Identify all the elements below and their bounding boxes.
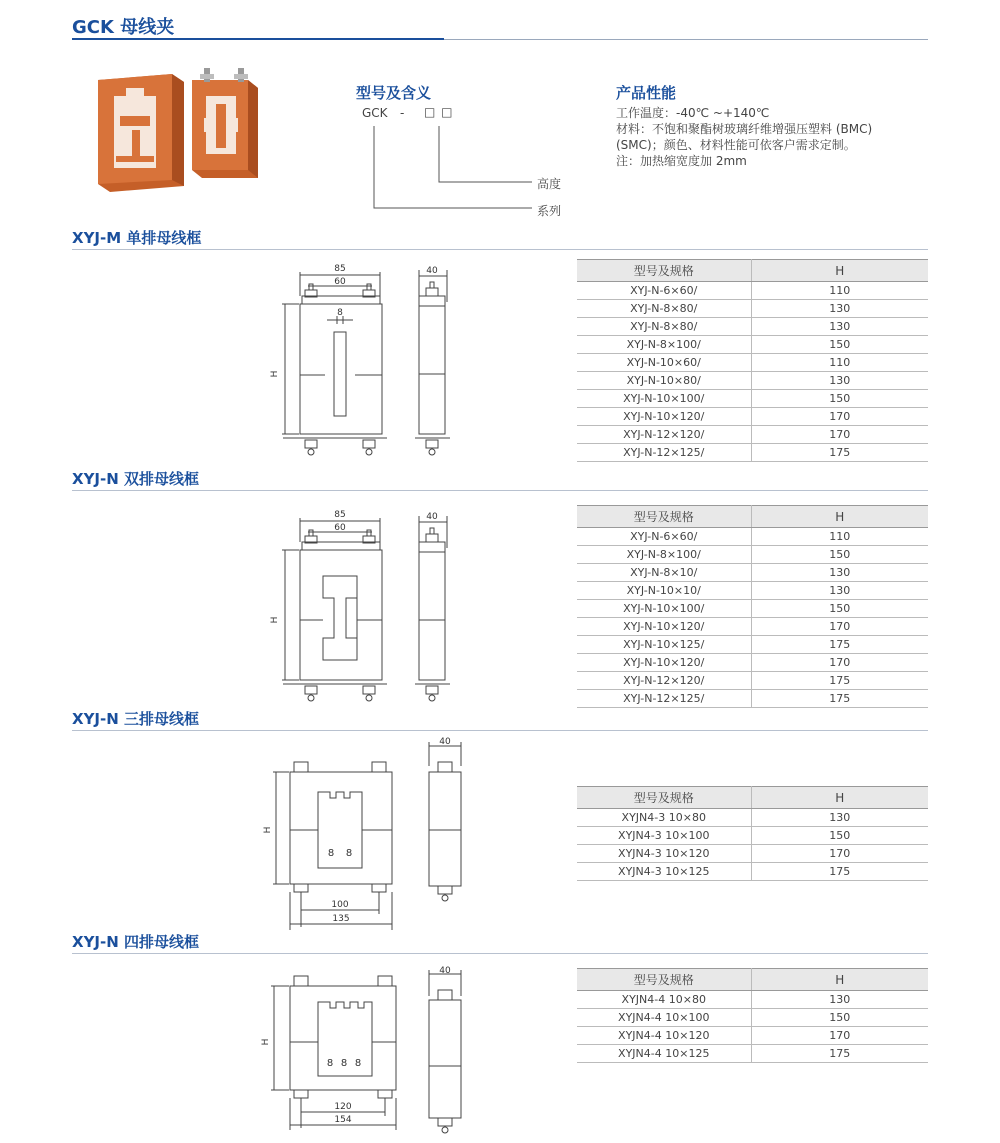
height-cell: 110 (751, 354, 928, 372)
height-cell: 110 (751, 528, 928, 546)
performance-line: 工作温度：-40℃ ~+140℃ (616, 106, 770, 120)
dim-depth: 40 (439, 966, 451, 976)
table-row (577, 845, 928, 863)
product-frame-large (98, 74, 184, 192)
spec-table-double-row (577, 505, 928, 708)
dim-depth: 40 (439, 737, 451, 747)
table-row (577, 372, 928, 390)
section-divider (72, 249, 928, 250)
table-row (577, 444, 928, 462)
drawing-triple-row-front (262, 752, 412, 932)
product-frame-small (192, 68, 258, 178)
table-row (577, 654, 928, 672)
dim-height: H (270, 616, 280, 624)
model-cell: XYJ-N-12×120/ (577, 672, 751, 690)
model-cell: XYJ-N-8×100/ (577, 336, 751, 354)
table-row (577, 672, 928, 690)
table-row (577, 1045, 928, 1063)
height-cell: 150 (751, 827, 928, 845)
table-row (577, 336, 928, 354)
dim-height: H (270, 370, 280, 378)
slot-mark: 8 (345, 848, 353, 859)
table-row (577, 809, 928, 827)
section-title-quad-row: XYJ-N 四排母线框 (72, 933, 200, 951)
model-cell: XYJ-N-10×80/ (577, 372, 751, 390)
model-cell: XYJN4-4 10×125 (577, 1045, 751, 1063)
col-header-model: 型号及规格 (577, 260, 751, 282)
model-cell: XYJ-N-8×10/ (577, 564, 751, 582)
legend-title: 型号及含义 (356, 84, 432, 102)
table-row (577, 318, 928, 336)
height-cell: 175 (751, 444, 928, 462)
table-row (577, 863, 928, 881)
model-cell: XYJN4-4 10×100 (577, 1009, 751, 1027)
slot-mark: 8 (340, 1058, 348, 1069)
model-cell: XYJN4-3 10×80 (577, 809, 751, 827)
performance-specs (616, 105, 872, 169)
dim-outer-width: 135 (332, 914, 350, 924)
table-row (577, 408, 928, 426)
height-cell: 130 (751, 318, 928, 336)
model-cell: XYJN4-3 10×100 (577, 827, 751, 845)
drawing-quad-row-side (425, 966, 470, 1138)
legend-code-prefix: GCK (362, 106, 388, 120)
dim-inner-width: 100 (331, 900, 349, 910)
height-cell: 170 (751, 426, 928, 444)
model-cell: XYJ-N-8×80/ (577, 300, 751, 318)
table-row (577, 618, 928, 636)
height-cell: 150 (751, 336, 928, 354)
section-title-single-row: XYJ-M 单排母线框 (72, 229, 202, 247)
model-cell: XYJ-N-6×60/ (577, 528, 751, 546)
col-header-height: H (751, 787, 928, 809)
col-header-model: 型号及规格 (577, 969, 751, 991)
table-row (577, 582, 928, 600)
col-header-height: H (751, 969, 928, 991)
height-cell: 130 (751, 991, 928, 1009)
table-row (577, 827, 928, 845)
slot-mark: 8 (354, 1058, 362, 1069)
table-row (577, 1009, 928, 1027)
section-divider (72, 490, 928, 491)
spec-table-triple-row (577, 786, 928, 881)
model-cell: XYJN4-4 10×120 (577, 1027, 751, 1045)
height-cell: 130 (751, 372, 928, 390)
table-row (577, 546, 928, 564)
legend-leader-lines (360, 120, 540, 220)
dim-inner-width: 60 (334, 277, 346, 287)
dim-slot-width: 8 (337, 308, 343, 318)
col-header-model: 型号及规格 (577, 787, 751, 809)
dim-depth: 40 (426, 266, 438, 276)
col-header-height: H (751, 260, 928, 282)
table-row (577, 354, 928, 372)
height-cell: 170 (751, 1027, 928, 1045)
height-cell: 150 (751, 390, 928, 408)
model-cell: XYJ-N-10×120/ (577, 654, 751, 672)
title-divider-accent (72, 38, 444, 40)
table-row (577, 300, 928, 318)
model-cell: XYJ-N-10×120/ (577, 408, 751, 426)
col-header-model: 型号及规格 (577, 506, 751, 528)
section-title-triple-row: XYJ-N 三排母线框 (72, 710, 200, 728)
spec-table-single-row (577, 259, 928, 462)
product-photo (80, 60, 280, 195)
dim-height: H (261, 1038, 271, 1046)
drawing-triple-row-side (425, 736, 470, 916)
section-divider (72, 730, 928, 731)
height-cell: 175 (751, 863, 928, 881)
height-cell: 150 (751, 600, 928, 618)
legend-height-label: 高度 (537, 177, 562, 191)
drawing-quad-row-front (260, 972, 410, 1132)
performance-line: 材料：不饱和聚酯树玻璃纤维增强压塑料 (BMC) (616, 122, 873, 136)
height-cell: 175 (751, 690, 928, 708)
table-row (577, 636, 928, 654)
col-header-height: H (751, 506, 928, 528)
spec-table-quad-row (577, 968, 928, 1063)
model-cell: XYJN4-4 10×80 (577, 991, 751, 1009)
slot-mark: 8 (327, 848, 335, 859)
model-cell: XYJ-N-12×120/ (577, 426, 751, 444)
slot-mark: 8 (326, 1058, 334, 1069)
dim-outer-width: 85 (334, 264, 346, 274)
dim-outer-width: 154 (334, 1115, 352, 1125)
model-cell: XYJN4-3 10×120 (577, 845, 751, 863)
table-row (577, 690, 928, 708)
model-cell: XYJ-N-8×80/ (577, 318, 751, 336)
height-cell: 175 (751, 672, 928, 690)
table-row (577, 600, 928, 618)
model-cell: XYJ-N-10×10/ (577, 582, 751, 600)
drawing-double-row-front (265, 508, 400, 708)
dim-inner-width: 120 (334, 1102, 352, 1112)
legend-boxes: □ □ (424, 105, 454, 119)
model-cell: XYJ-N-10×120/ (577, 618, 751, 636)
height-cell: 170 (751, 845, 928, 863)
dim-outer-width: 85 (334, 510, 346, 520)
dim-height: H (263, 826, 273, 834)
height-cell: 170 (751, 654, 928, 672)
drawing-double-row-side (410, 508, 460, 708)
model-cell: XYJ-N-8×100/ (577, 546, 751, 564)
performance-line: 注：加热缩宽度加 2mm (616, 154, 747, 168)
table-row (577, 426, 928, 444)
table-row (577, 528, 928, 546)
height-cell: 130 (751, 582, 928, 600)
height-cell: 130 (751, 809, 928, 827)
height-cell: 130 (751, 564, 928, 582)
model-cell: XYJN4-3 10×125 (577, 863, 751, 881)
height-cell: 150 (751, 1009, 928, 1027)
dim-depth: 40 (426, 512, 438, 522)
model-cell: XYJ-N-12×125/ (577, 690, 751, 708)
height-cell: 170 (751, 408, 928, 426)
performance-line: (SMC)；颜色、材料性能可依客户需求定制。 (616, 138, 856, 152)
model-cell: XYJ-N-6×60/ (577, 282, 751, 300)
section-title-double-row: XYJ-N 双排母线框 (72, 470, 200, 488)
table-row (577, 1027, 928, 1045)
height-cell: 130 (751, 300, 928, 318)
table-row (577, 390, 928, 408)
height-cell: 170 (751, 618, 928, 636)
model-cell: XYJ-N-10×60/ (577, 354, 751, 372)
legend-series-label: 系列 (537, 204, 562, 218)
performance-title: 产品性能 (616, 84, 677, 102)
legend-dash: - (400, 106, 405, 120)
model-cell: XYJ-N-10×125/ (577, 636, 751, 654)
height-cell: 175 (751, 1045, 928, 1063)
model-cell: XYJ-N-10×100/ (577, 390, 751, 408)
dim-inner-width: 60 (334, 523, 346, 533)
height-cell: 150 (751, 546, 928, 564)
height-cell: 175 (751, 636, 928, 654)
table-row (577, 282, 928, 300)
table-row (577, 564, 928, 582)
model-cell: XYJ-N-10×100/ (577, 600, 751, 618)
drawing-single-row-front (265, 262, 400, 462)
height-cell: 110 (751, 282, 928, 300)
table-row (577, 991, 928, 1009)
section-divider (72, 953, 928, 954)
model-cell: XYJ-N-12×125/ (577, 444, 751, 462)
drawing-single-row-side (410, 262, 460, 462)
page-title: GCK 母线夹 (72, 17, 175, 38)
